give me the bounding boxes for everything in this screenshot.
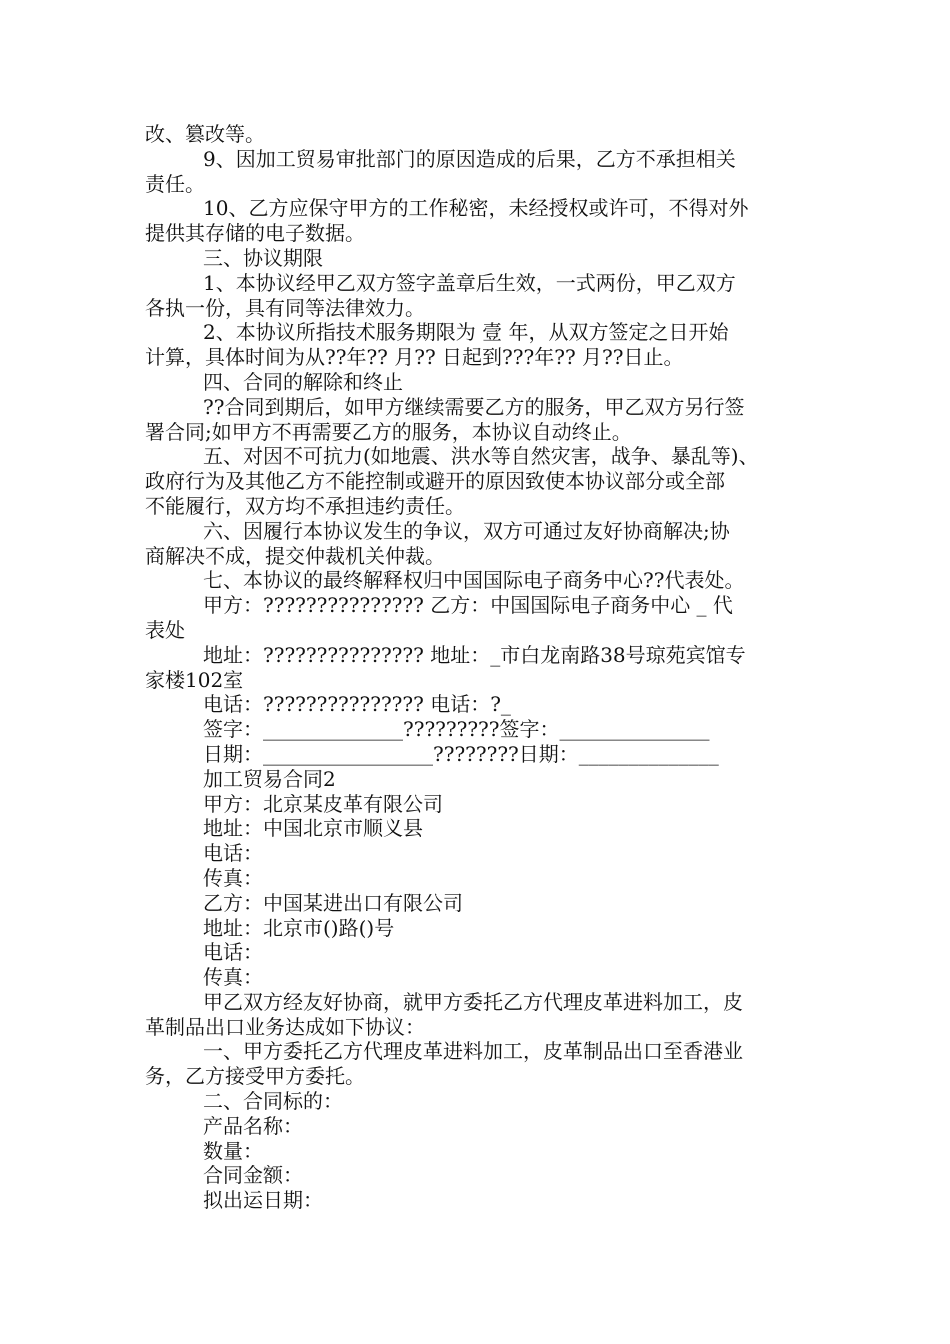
text-line: 合同金额：	[203, 1163, 303, 1188]
text-line: 拟出运日期：	[203, 1188, 323, 1213]
text-line: 务，乙方接受甲方委托。	[145, 1064, 365, 1089]
text-line: 加工贸易合同2	[203, 766, 336, 791]
text-line: 乙方：中国某进出口有限公司	[203, 890, 463, 915]
text-line: 地址：??????????????? 地址：_市白龙南路38号琼苑宾馆专	[203, 642, 746, 667]
text-line: 签字：______________?????????签字：_______________	[203, 717, 710, 742]
text-line: 计算，具体时间为从??年?? 月?? 日起到???年?? 月??日止。	[145, 345, 684, 370]
text-line: 电话：??????????????? 电话：?_	[203, 692, 511, 717]
text-line: 一、甲方委托乙方代理皮革进料加工，皮革制品出口至香港业	[203, 1039, 743, 1064]
text-line: 日期：_________________????????日期：______________	[203, 741, 719, 766]
text-line: 四、合同的解除和终止	[203, 369, 403, 394]
text-line: 不能履行，双方均不承担违约责任。	[145, 493, 465, 518]
text-line: 二、合同标的：	[203, 1089, 343, 1114]
text-line: 数量：	[203, 1138, 263, 1163]
text-line: 家楼102室	[145, 667, 244, 692]
text-line: 产品名称：	[203, 1113, 303, 1138]
text-line: 1、本协议经甲乙双方签字盖章后生效，一式两份，甲乙双方	[203, 270, 736, 295]
text-line: 革制品出口业务达成如下协议：	[145, 1014, 425, 1039]
document-body	[145, 122, 810, 1213]
text-line: 地址：北京市()路()号	[203, 915, 395, 940]
text-line: 传真：	[203, 865, 263, 890]
text-line: 七、本协议的最终解释权归中国国际电子商务中心??代表处。	[203, 568, 745, 593]
text-line: 10、乙方应保守甲方的工作秘密，未经授权或许可，不得对外	[203, 196, 749, 221]
text-line: 各执一份，具有同等法律效力。	[145, 295, 425, 320]
text-line: 商解决不成，提交仲裁机关仲裁。	[145, 543, 445, 568]
text-line: 甲方：北京某皮革有限公司	[203, 791, 443, 816]
text-line: 署合同;如甲方不再需要乙方的服务，本协议自动终止。	[145, 419, 632, 444]
text-line: 责任。	[145, 171, 205, 196]
text-line: 甲乙双方经友好协商，就甲方委托乙方代理皮革进料加工，皮	[203, 989, 743, 1014]
text-line: 三、协议期限	[203, 245, 323, 270]
text-line: 提供其存储的电子数据。	[145, 221, 365, 246]
text-line: 电话：	[203, 940, 263, 965]
text-line: 政府行为及其他乙方不能控制或避开的原因致使本协议部分或全部	[145, 469, 725, 494]
text-line: 六、因履行本协议发生的争议，双方可通过友好协商解决;协	[203, 518, 730, 543]
text-line: ??合同到期后，如甲方继续需要乙方的服务，甲乙双方另行签	[203, 394, 745, 419]
text-line: 表处	[145, 617, 185, 642]
text-line: 甲方：??????????????? 乙方：中国国际电子商务中心 _ 代	[203, 593, 733, 618]
text-line: 五、对因不可抗力(如地震、洪水等自然灾害，战争、暴乱等)、	[203, 444, 759, 469]
text-line: 地址：中国北京市顺义县	[203, 816, 423, 841]
text-line: 2、本协议所指技术服务期限为 壹 年，从双方签定之日开始	[203, 320, 729, 345]
text-line: 传真：	[203, 965, 263, 990]
text-line: 改、篡改等。	[145, 122, 265, 146]
text-line: 9、因加工贸易审批部门的原因造成的后果，乙方不承担相关	[203, 146, 736, 171]
text-line: 电话：	[203, 841, 263, 866]
